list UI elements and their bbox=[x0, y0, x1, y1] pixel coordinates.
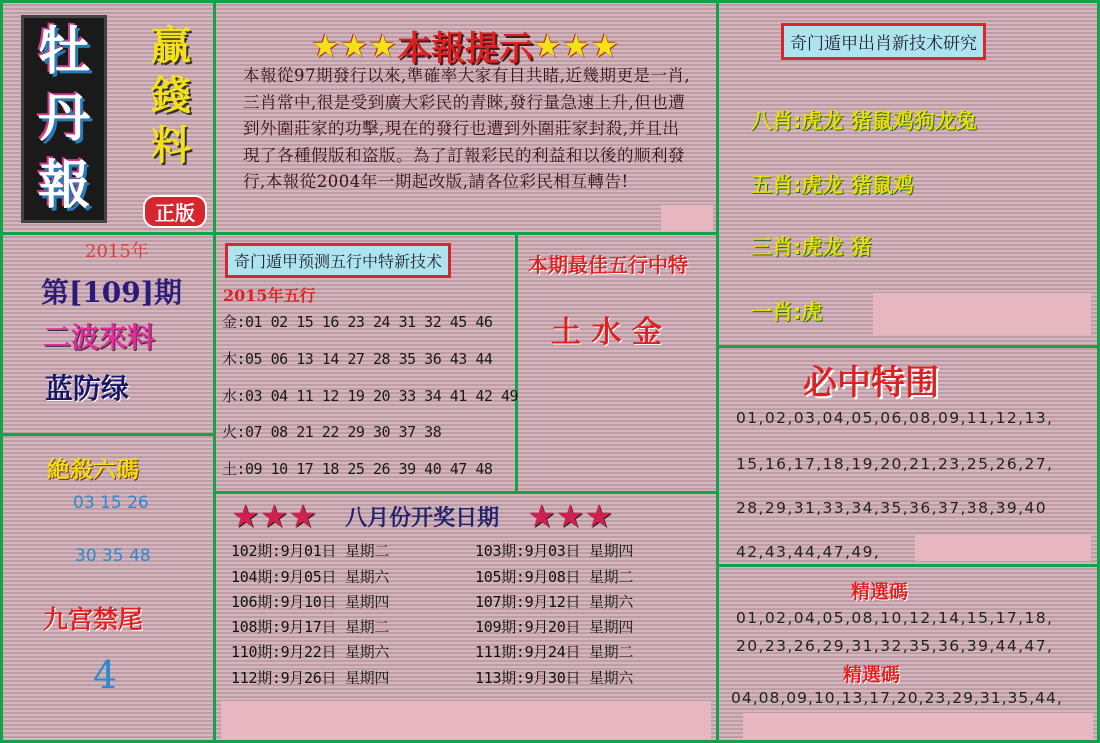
dates-title: 八月份开奖日期 bbox=[345, 504, 500, 531]
draw-date: 105期:9月08日 星期二 bbox=[475, 568, 634, 586]
logo-char: 丹 bbox=[37, 87, 90, 149]
divider bbox=[213, 491, 716, 494]
issue-number: 第[109]期 bbox=[41, 276, 182, 309]
best-title: 本期最佳五行中特 bbox=[528, 253, 688, 277]
draw-date: 109期:9月20日 星期四 bbox=[475, 618, 634, 636]
star-icon: ★★★ bbox=[311, 26, 398, 65]
special-numbers: 42,43,44,47,49, bbox=[736, 543, 881, 561]
newspaper-logo bbox=[21, 15, 107, 223]
divider bbox=[213, 3, 216, 740]
select-numbers: 01,02,04,05,08,10,12,14,15,17,18, bbox=[736, 609, 1054, 627]
kill-numbers-row: 03 15 26 bbox=[73, 493, 149, 513]
win-money-slogan bbox=[151, 21, 191, 171]
select-numbers: 20,23,26,29,31,32,35,36,39,44,47, bbox=[736, 637, 1054, 655]
wuxing-year-label: 2015年五行 bbox=[223, 286, 316, 305]
select-title: 精選碼 bbox=[851, 581, 909, 603]
wuxing-row: 金:01 02 15 16 23 24 31 32 45 46 bbox=[222, 313, 493, 331]
slogan-char: 贏 bbox=[151, 22, 191, 69]
five-zodiac: 五肖:虎龙 猪鼠鸡 bbox=[751, 173, 914, 197]
best-value: 土 水 金 bbox=[551, 315, 662, 350]
star-icon: ★★★ bbox=[533, 26, 620, 65]
kill-numbers-row: 30 35 48 bbox=[75, 546, 151, 566]
decor-patch bbox=[221, 701, 711, 739]
special-numbers: 01,02,03,04,05,06,08,09,11,12,13, bbox=[736, 409, 1054, 427]
draw-date: 108期:9月17日 星期二 bbox=[231, 618, 390, 636]
wuxing-label: 奇门遁甲预测五行中特新技术 bbox=[225, 243, 451, 278]
wuxing-row: 木:05 06 13 14 27 28 35 36 43 44 bbox=[222, 350, 493, 368]
draw-date: 107期:9月12日 星期六 bbox=[475, 593, 634, 611]
one-zodiac: 一肖:虎 bbox=[751, 300, 823, 324]
special-title: 必中特围 bbox=[803, 363, 939, 403]
draw-date: 104期:9月05日 星期六 bbox=[231, 568, 390, 586]
draw-date: 113期:9月30日 星期六 bbox=[475, 669, 634, 687]
wuxing-row: 火:07 08 21 22 29 30 37 38 bbox=[222, 423, 442, 441]
special-numbers: 28,29,31,33,34,35,36,37,38,39,40 bbox=[736, 499, 1048, 517]
draw-date: 112期:9月26日 星期四 bbox=[231, 669, 390, 687]
divider bbox=[3, 433, 213, 436]
divider bbox=[3, 232, 716, 235]
genuine-badge: 正版 bbox=[143, 195, 207, 228]
tail-value: 4 bbox=[93, 653, 118, 697]
draw-date: 111期:9月24日 星期二 bbox=[475, 643, 634, 661]
special-numbers: 15,16,17,18,19,20,21,23,25,26,27, bbox=[736, 455, 1054, 473]
wuxing-row: 水:03 04 11 12 19 20 33 34 41 42 49 bbox=[222, 387, 519, 405]
star-icon: ★★★ bbox=[527, 497, 614, 535]
kill-title: 絶殺六碼 bbox=[47, 456, 139, 483]
draw-date: 102期:9月01日 星期二 bbox=[231, 542, 390, 560]
logo-char: 報 bbox=[37, 155, 90, 217]
notice-title: 本報提示 bbox=[397, 29, 534, 69]
slogan-char: 錢 bbox=[151, 72, 191, 119]
draw-date: 110期:9月22日 星期六 bbox=[231, 643, 390, 661]
draw-date: 103期:9月03日 星期四 bbox=[475, 542, 634, 560]
wuxing-row: 土:09 10 17 18 25 26 39 40 47 48 bbox=[222, 460, 493, 478]
decor-patch bbox=[873, 293, 1091, 335]
issue-year: 2015年 bbox=[85, 241, 149, 262]
draw-date: 106期:9月10日 星期四 bbox=[231, 593, 390, 611]
three-zodiac: 三肖:虎龙 猪 bbox=[751, 235, 872, 259]
zodiac-label: 奇门遁甲出肖新技术研究 bbox=[781, 23, 986, 60]
logo-char: 牡 bbox=[37, 20, 90, 82]
eight-zodiac: 八肖:虎龙 猪鼠鸡狗龙兔 bbox=[751, 109, 977, 133]
decor-patch bbox=[915, 535, 1091, 561]
decor-patch bbox=[743, 713, 1093, 739]
tail-title: 九宫禁尾 bbox=[43, 605, 144, 634]
dates-header bbox=[231, 497, 613, 535]
star-icon: ★★★ bbox=[231, 497, 318, 535]
decor-patch bbox=[661, 205, 713, 231]
divider bbox=[716, 3, 719, 740]
select-title: 精選碼 bbox=[843, 664, 901, 686]
wave-color: 蓝防绿 bbox=[45, 372, 130, 405]
divider bbox=[716, 345, 1097, 348]
slogan-char: 料 bbox=[151, 122, 191, 169]
select-numbers: 04,08,09,10,13,17,20,23,29,31,35,44, bbox=[731, 689, 1063, 707]
divider bbox=[515, 235, 518, 493]
notice-body: 本報從97期發行以來,準確率大家有目共睹,近幾期更是一肖,三肖常中,很是受到廣大彩民的青睞,發行量急速上升,但也遭到外圍莊家的功擊,現在的發行也遭到外圍莊家封殺,并且出現了各種假版和盗版。為了訂報彩民的利益和以後的顺利發行,本報從2004年一期起改版,請各位彩民相互轉告! bbox=[243, 66, 691, 191]
divider bbox=[716, 564, 1097, 567]
issue-subtitle: 二波來料 bbox=[43, 321, 156, 354]
